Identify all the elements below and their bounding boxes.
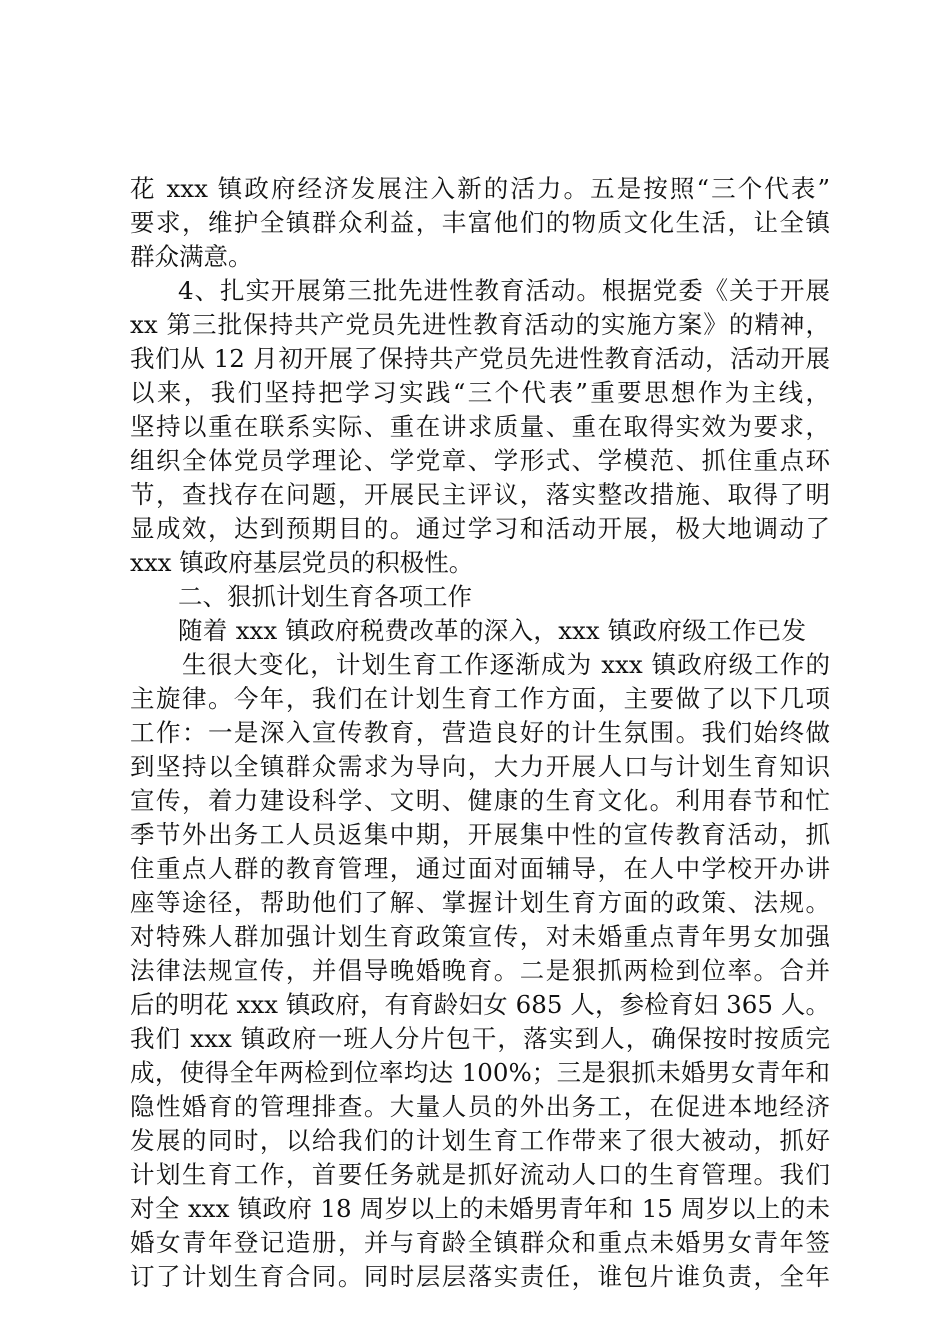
body-text-line: 花 xxx 镇政府经济发展注入新的活力。五是按照“三个代表” (130, 174, 830, 203)
body-text-line: 成，使得全年两检到位率均达 100%；三是狠抓未婚男女青年和 (130, 1058, 830, 1087)
body-text-line: 座等途径，帮助他们了解、掌握计划生育方面的政策、法规。 (130, 888, 830, 917)
body-text-line: 对特殊人群加强计划生育政策宣传，对未婚重点青年男女加强 (130, 922, 830, 951)
body-text-line: 住重点人群的教育管理，通过面对面辅导，在人中学校开办讲 (130, 854, 830, 883)
body-text-line: 群众满意。 (130, 242, 253, 271)
body-text-line: 坚持以重在联系实际、重在讲求质量、重在取得实效为要求， (130, 412, 830, 441)
body-text-line: 显成效，达到预期目的。通过学习和活动开展，极大地调动了 (130, 514, 830, 543)
body-text-line: 对全 xxx 镇政府 18 周岁以上的未婚男青年和 15 周岁以上的未 (130, 1194, 830, 1223)
body-text-line: 婚女青年登记造册，并与育龄全镇群众和重点未婚男女青年签 (130, 1228, 830, 1257)
body-text-line: 订了计划生育合同。同时层层落实责任，谁包片谁负责，全年 (130, 1262, 830, 1291)
body-text-line: 我们从 12 月初开展了保持共产党员先进性教育活动，活动开展 (130, 344, 830, 373)
body-text-line: xx 第三批保持共产党员先进性教育活动的实施方案》的精神， (130, 310, 830, 339)
body-text-line: 随着 xxx 镇政府税费改革的深入，xxx 镇政府级工作已发 (178, 616, 806, 645)
body-text-line: 发展的同时，以给我们的计划生育工作带来了很大被动，抓好 (130, 1126, 830, 1155)
body-text-line: 生很大变化，计划生育工作逐渐成为 xxx 镇政府级工作的 (182, 650, 830, 679)
body-text-line: 组织全体党员学理论、学党章、学形式、学模范、抓住重点环 (130, 446, 830, 475)
body-text-line: 主旋律。今年，我们在计划生育工作方面，主要做了以下几项 (130, 684, 830, 713)
body-text-line: 后的明花 xxx 镇政府，有育龄妇女 685 人，参检育妇 365 人。 (130, 990, 830, 1019)
body-text-line: 宣传，着力建设科学、文明、健康的生育文化。利用春节和忙 (130, 786, 830, 815)
section-heading: 二、狠抓计划生育各项工作 (178, 582, 472, 611)
body-text-line: 到坚持以全镇群众需求为导向，大力开展人口与计划生育知识 (130, 752, 830, 781)
body-text-line: 隐性婚育的管理排查。大量人员的外出务工，在促进本地经济 (130, 1092, 830, 1121)
body-text-line: 季节外出务工人员返集中期，开展集中性的宣传教育活动，抓 (130, 820, 830, 849)
body-text-line: 计划生育工作，首要任务就是抓好流动人口的生育管理。我们 (130, 1160, 830, 1189)
body-text-line: xxx 镇政府基层党员的积极性。 (130, 548, 474, 577)
body-text-line: 要求，维护全镇群众利益，丰富他们的物质文化生活，让全镇 (130, 208, 830, 237)
body-text-line: 以来，我们坚持把学习实践“三个代表”重要思想作为主线， (130, 378, 830, 407)
body-text-line: 4、扎实开展第三批先进性教育活动。根据党委《关于开展 (178, 276, 830, 305)
body-text-line: 节，查找存在问题，开展民主评议，落实整改措施、取得了明 (130, 480, 830, 509)
body-text-line: 工作：一是深入宣传教育，营造良好的计生氛围。我们始终做 (130, 718, 830, 747)
body-text-line: 法律法规宣传，并倡导晚婚晚育。二是狠抓两检到位率。合并 (130, 956, 830, 985)
body-text-line: 我们 xxx 镇政府一班人分片包干，落实到人，确保按时按质完 (130, 1024, 830, 1053)
